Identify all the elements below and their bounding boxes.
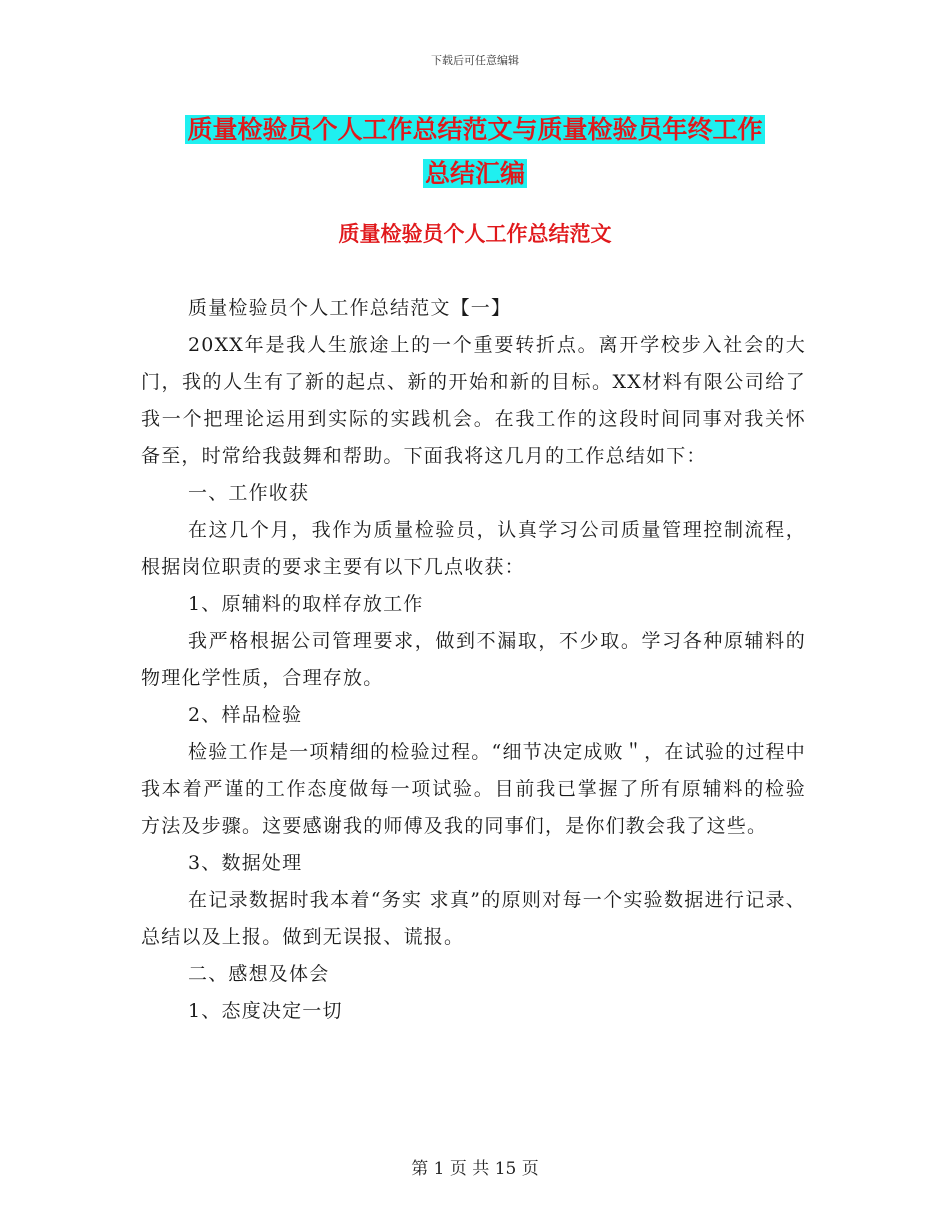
header-note: 下载后可任意编辑	[431, 54, 519, 67]
paragraph: 20XX年是我人生旅途上的一个重要转折点。离开学校步入社会的大门，我的人生有了新的起点、新的开始和新的目标。XX材料有限公司给了我一个把理论运用到实际的实践机会。在我工作的这段时间同事对我关怀备至，时常给我鼓舞和帮助。下面我将这几月的工作总结如下：	[141, 334, 806, 467]
paragraph: 我严格根据公司管理要求，做到不漏取，不少取。学习各种原辅料的物理化学性质，合理存放。	[141, 630, 806, 689]
paragraph: 在记录数据时我本着“务实 求真”的原则对每一个实验数据进行记录、总结以及上报。做到无误报、谎报。	[141, 889, 806, 948]
paragraph: 质量检验员个人工作总结范文【一】	[188, 297, 512, 319]
paragraph: 2、样品检验	[188, 704, 303, 726]
document-body	[141, 290, 806, 1030]
paragraph: 检验工作是一项精细的检验过程。“细节决定成败＂，在试验的过程中我本着严谨的工作态度做每一项试验。目前我已掌握了所有原辅料的检验方法及步骤。这要感谢我的师傅及我的同事们，是你们教会我了这些。	[141, 741, 806, 837]
page-footer: 第 1 页 共 15 页	[411, 1159, 539, 1179]
paragraph: 1、原辅料的取样存放工作	[188, 593, 424, 615]
document-title-line-2: 总结汇编	[424, 159, 525, 188]
document-title	[140, 108, 810, 196]
paragraph: 1、态度决定一切	[188, 1000, 343, 1022]
paragraph: 在这几个月，我作为质量检验员，认真学习公司质量管理控制流程，根据岗位职责的要求主要有以下几点收获：	[141, 519, 806, 578]
paragraph: 二、感想及体会	[188, 963, 330, 985]
paragraph: 3、数据处理	[188, 852, 303, 874]
document-title-line-1: 质量检验员个人工作总结范文与质量检验员年终工作	[187, 115, 763, 144]
section-title: 质量检验员个人工作总结范文	[338, 222, 612, 246]
paragraph: 一、工作收获	[188, 482, 310, 504]
